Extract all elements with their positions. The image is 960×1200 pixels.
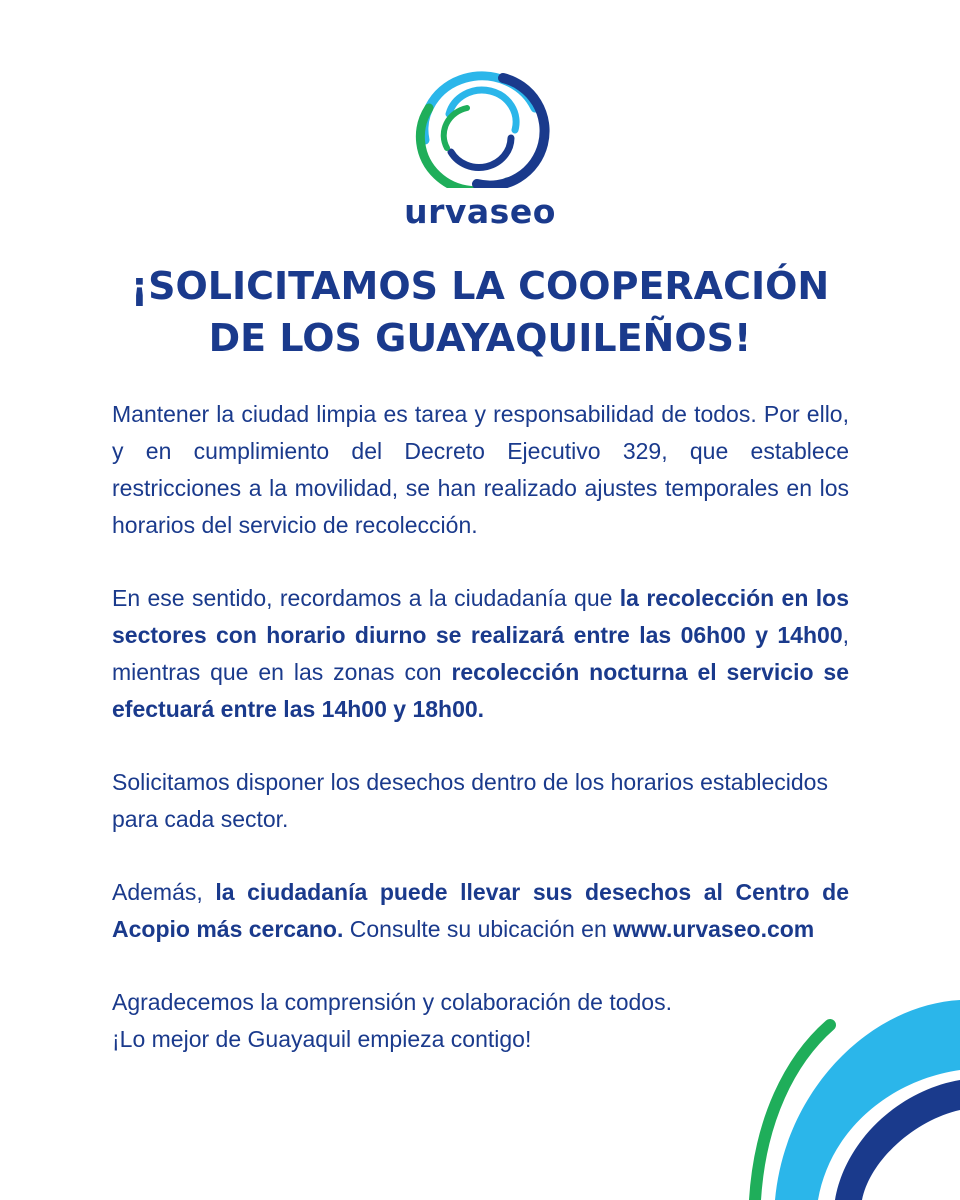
schedule-text-2: , mientras que en las zonas con	[112, 622, 849, 685]
center-text-2: Consulte su ubicación en	[343, 916, 614, 942]
paragraph-thanks	[112, 984, 849, 1058]
schedule-text-1: En ese sentido, recordamos a la ciudadanía que	[112, 585, 620, 611]
brand-name: urvaseo	[404, 192, 556, 231]
headline-line-1: ¡SOLICITAMOS LA COOPERACIÓN	[130, 264, 830, 308]
center-text-1: Además,	[112, 879, 216, 905]
announcement-body	[112, 396, 849, 1058]
paragraph-intro: Mantener la ciudad limpia es tarea y responsabilidad de todos. Por ello, y en cumplimiento del Decreto Ejecutivo 329, que establece restricciones a la movilidad, se han realizado ajustes temporales en los horarios del servicio de recolección.	[112, 401, 849, 538]
schedule-day-hours: la recolección en los sectores con horario diurno se realizará entre las 06h00 y 14h00	[112, 585, 850, 648]
slogan-line: ¡Lo mejor de Guayaquil empieza contigo!	[112, 1026, 532, 1052]
decorative-swoosh-icon	[740, 1000, 960, 1200]
center-bold-text: la ciudadanía puede llevar sus desechos al Centro de Acopio más cercano.	[112, 879, 849, 942]
paragraph-collection-center	[112, 874, 849, 948]
paragraph-request: Solicitamos disponer los desechos dentro de los horarios establecidos para cada sector.	[112, 769, 828, 832]
headline	[60, 260, 900, 364]
schedule-night-hours: recolección nocturna el servicio se efectuará entre las 14h00 y 18h00.	[112, 659, 849, 722]
thanks-line: Agradecemos la comprensión y colaboración de todos.	[112, 989, 672, 1015]
headline-line-2: DE LOS GUAYAQUILEÑOS!	[208, 316, 752, 360]
website-link[interactable]: www.urvaseo.com	[613, 916, 815, 942]
urvaseo-logo-icon	[407, 68, 553, 188]
paragraph-schedule	[112, 580, 849, 728]
